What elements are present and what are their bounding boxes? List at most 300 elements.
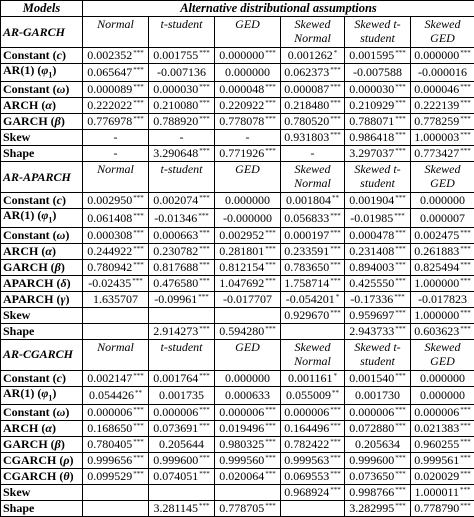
estimate-cell — [149, 307, 215, 323]
estimate-value: 2.943733 — [349, 324, 394, 338]
estimate-cell — [345, 370, 411, 386]
table-row — [1, 386, 474, 404]
significance-stars: *** — [395, 131, 406, 139]
estimate-cell — [83, 48, 149, 64]
significance-stars: *** — [133, 99, 144, 107]
estimate-cell — [215, 243, 281, 259]
estimate-value: 0.002147 — [87, 371, 132, 385]
estimate-value: 0.061408 — [87, 211, 132, 225]
significance-stars: *** — [395, 245, 406, 253]
estimate-value: 0.000000 — [420, 388, 465, 402]
estimate-cell — [149, 146, 215, 162]
estimate-value: 0.825494 — [414, 260, 459, 274]
estimate-cell — [281, 82, 345, 98]
estimate-cell — [83, 386, 149, 404]
estimate-cell — [345, 259, 411, 275]
estimate-value: 1.000000 — [414, 276, 459, 290]
estimate-value: 3.297037 — [349, 146, 394, 160]
estimate-cell — [215, 437, 281, 453]
estimate-cell — [281, 291, 345, 307]
estimate-value: 0.000000 — [225, 371, 270, 385]
estimate-cell — [345, 469, 411, 485]
parameter-label: GARCH (β) — [1, 437, 83, 453]
significance-stars: *** — [133, 454, 144, 462]
significance-stars: *** — [133, 49, 144, 57]
assumptions-header: Alternative distributional assumptions — [83, 1, 474, 17]
estimate-cell — [83, 259, 149, 275]
significance-stars: *** — [199, 325, 210, 333]
significance-stars: *** — [133, 372, 144, 380]
estimate-cell — [215, 98, 281, 114]
estimate-value: 0.001804 — [286, 193, 331, 207]
significance-stars: *** — [460, 245, 471, 253]
estimate-value: 0.000000 — [414, 48, 459, 62]
distribution-column-header: Normal — [83, 162, 149, 193]
estimate-value: 0.998766 — [349, 485, 394, 499]
significance-stars: *** — [460, 406, 471, 414]
estimate-cell — [149, 243, 215, 259]
estimate-cell — [83, 291, 149, 307]
parameter-label: Constant (c) — [1, 193, 83, 209]
significance-stars: *** — [330, 422, 341, 430]
significance-stars: ** — [332, 194, 339, 202]
estimate-cell — [411, 114, 474, 130]
significance-stars: *** — [460, 147, 471, 155]
parameter-label: Constant (ω) — [1, 82, 83, 98]
significance-stars: *** — [460, 49, 471, 57]
significance-stars: *** — [395, 229, 406, 237]
estimate-cell — [149, 64, 215, 82]
estimate-value: 0.000000 — [225, 193, 270, 207]
significance-stars: *** — [460, 229, 471, 237]
estimate-cell — [411, 48, 474, 64]
estimate-value: 0.773427 — [414, 146, 459, 160]
estimate-cell — [345, 130, 411, 146]
estimate-value: 0.002352 — [87, 48, 132, 62]
estimate-cell — [215, 453, 281, 469]
estimate-value: 1.000003 — [414, 130, 459, 144]
significance-stars: * — [334, 49, 338, 57]
significance-stars: *** — [395, 454, 406, 462]
estimate-cell — [215, 64, 281, 82]
significance-stars: *** — [460, 438, 471, 446]
significance-stars: *** — [199, 245, 210, 253]
estimate-value: - — [311, 146, 315, 160]
table-row — [1, 146, 474, 162]
distribution-column-header: Skewed Normal — [281, 17, 345, 48]
estimate-cell — [83, 130, 149, 146]
estimate-value: 0.894003 — [349, 260, 394, 274]
estimate-value: 0.000000 — [225, 65, 270, 79]
section-name: AR-CGARCH — [1, 339, 83, 370]
estimate-cell — [281, 307, 345, 323]
significance-stars: *** — [395, 325, 406, 333]
significance-stars: *** — [133, 245, 144, 253]
significance-stars: *** — [395, 277, 406, 285]
estimate-cell — [149, 259, 215, 275]
significance-stars: *** — [265, 261, 276, 269]
estimate-value: -0.054201 — [286, 292, 335, 306]
estimate-value: -0.007136 — [157, 65, 206, 79]
significance-stars: *** — [199, 470, 210, 478]
table-row — [1, 501, 474, 517]
estimate-value: 0.001755 — [153, 48, 198, 62]
significance-stars: *** — [395, 502, 406, 510]
distribution-column-header: Skewed GED — [411, 162, 474, 193]
significance-stars: *** — [133, 66, 144, 74]
distribution-column-header: t-student — [149, 162, 215, 193]
estimate-value: 0.261883 — [414, 244, 459, 258]
estimate-value: 0.783650 — [284, 260, 329, 274]
estimate-value: 0.222139 — [414, 98, 459, 112]
estimate-value: 0.788920 — [153, 114, 198, 128]
significance-stars: *** — [265, 49, 276, 57]
estimate-cell — [83, 243, 149, 259]
estimate-cell — [411, 485, 474, 501]
parameter-label: ARCH (α) — [1, 98, 83, 114]
estimate-value: 0.001735 — [159, 388, 204, 402]
significance-stars: *** — [265, 422, 276, 430]
significance-stars: *** — [265, 99, 276, 107]
estimate-value: 0.000478 — [349, 228, 394, 242]
estimate-value: 0.594280 — [219, 324, 264, 338]
estimate-cell — [83, 82, 149, 98]
estimate-cell — [215, 323, 281, 339]
estimate-cell — [149, 405, 215, 421]
parameter-label: Constant (c) — [1, 370, 83, 386]
significance-stars: *** — [460, 325, 471, 333]
estimate-cell — [149, 291, 215, 307]
distribution-column-header: GED — [215, 339, 281, 370]
estimate-value: 0.000633 — [225, 388, 270, 402]
significance-stars: *** — [133, 229, 144, 237]
distribution-column-header: Skewed GED — [411, 339, 474, 370]
estimate-cell — [149, 370, 215, 386]
estimate-value: 0.000030 — [153, 82, 198, 96]
estimate-cell — [215, 146, 281, 162]
estimate-value: 0.986418 — [349, 130, 394, 144]
distribution-column-header: Skewed Normal — [281, 162, 345, 193]
significance-stars: *** — [330, 438, 341, 446]
estimate-value: 0.001540 — [349, 371, 394, 385]
estimate-cell — [149, 98, 215, 114]
estimate-cell — [411, 82, 474, 98]
estimate-value: 0.233591 — [284, 244, 329, 258]
significance-stars: *** — [330, 99, 341, 107]
estimate-value: 0.205644 — [159, 437, 204, 451]
significance-stars: *** — [395, 49, 406, 57]
estimate-cell — [411, 64, 474, 82]
significance-stars: *** — [133, 422, 144, 430]
significance-stars: *** — [199, 194, 210, 202]
estimate-value: 0.020029 — [414, 469, 459, 483]
significance-stars: *** — [199, 454, 210, 462]
estimate-value: -0.007588 — [353, 65, 402, 79]
estimate-cell — [281, 405, 345, 421]
estimate-cell — [411, 130, 474, 146]
table-row — [1, 259, 474, 275]
table-row — [1, 405, 474, 421]
estimate-value: 1.000000 — [414, 308, 459, 322]
estimate-cell — [345, 64, 411, 82]
significance-stars: *** — [460, 486, 471, 494]
estimate-value: 0.210080 — [153, 98, 198, 112]
estimate-value: 0.020064 — [219, 469, 264, 483]
estimate-value: 0.776978 — [87, 114, 132, 128]
estimate-value: 0.000006 — [284, 405, 329, 419]
estimate-cell — [83, 421, 149, 437]
estimate-cell — [345, 501, 411, 517]
estimate-value: 0.999560 — [219, 453, 264, 467]
estimate-cell — [149, 227, 215, 243]
estimate-cell — [411, 453, 474, 469]
table-row — [1, 370, 474, 386]
significance-stars: *** — [330, 229, 341, 237]
estimate-value: 0.021383 — [414, 421, 459, 435]
distribution-column-header: Skewed GED — [411, 17, 474, 48]
estimate-cell — [281, 209, 345, 227]
estimate-cell — [83, 370, 149, 386]
estimate-value: 0.002074 — [153, 193, 198, 207]
parameter-label: AR(1) $(\varphi_1)$ — [1, 209, 83, 227]
significance-stars: *** — [198, 212, 209, 220]
estimate-cell — [345, 243, 411, 259]
estimate-cell — [345, 98, 411, 114]
estimate-cell — [149, 275, 215, 291]
estimate-value: 0.230782 — [153, 244, 198, 258]
significance-stars: *** — [133, 438, 144, 446]
estimate-cell — [345, 82, 411, 98]
significance-stars: *** — [265, 406, 276, 414]
estimate-cell — [281, 64, 345, 82]
significance-stars: *** — [460, 99, 471, 107]
significance-stars: *** — [199, 99, 210, 107]
estimate-cell — [411, 291, 474, 307]
estimate-value: 0.603623 — [414, 324, 459, 338]
distribution-column-header: Skewed t-student — [345, 339, 411, 370]
estimate-cell — [83, 193, 149, 209]
significance-stars: *** — [330, 309, 341, 317]
estimate-cell — [149, 130, 215, 146]
estimate-cell — [281, 421, 345, 437]
distribution-column-header: Skewed t-student — [345, 17, 411, 48]
distribution-column-header: Skewed Normal — [281, 339, 345, 370]
significance-stars: *** — [330, 83, 341, 91]
estimate-cell — [215, 291, 281, 307]
parameter-label: CGARCH (θ) — [1, 469, 83, 485]
parameter-label: ARCH (α) — [1, 421, 83, 437]
significance-stars: *** — [265, 83, 276, 91]
estimate-value: 0.929670 — [284, 308, 329, 322]
estimate-cell — [281, 453, 345, 469]
estimate-cell — [411, 243, 474, 259]
significance-stars: *** — [265, 147, 276, 155]
estimate-cell — [83, 501, 149, 517]
estimate-value: 0.055009 — [286, 388, 331, 402]
table-row — [1, 114, 474, 130]
estimate-value: 0.999600 — [153, 453, 198, 467]
estimate-value: -0.09961 — [154, 292, 197, 306]
significance-stars: *** — [460, 261, 471, 269]
significance-stars: *** — [460, 470, 471, 478]
estimate-cell — [411, 323, 474, 339]
parameter-label: CGARCH (ρ) — [1, 453, 83, 469]
table-row — [1, 437, 474, 453]
significance-stars: *** — [330, 66, 341, 74]
significance-stars: *** — [330, 406, 341, 414]
estimate-cell — [149, 82, 215, 98]
estimate-value: 0.073650 — [349, 469, 394, 483]
significance-stars: *** — [395, 194, 406, 202]
significance-stars: *** — [460, 83, 471, 91]
estimate-value: 0.001595 — [349, 48, 394, 62]
estimate-cell — [345, 323, 411, 339]
table-row — [1, 98, 474, 114]
significance-stars: *** — [265, 115, 276, 123]
estimate-value: 0.000030 — [349, 82, 394, 96]
significance-stars: *** — [460, 454, 471, 462]
estimate-value: 0.000006 — [414, 405, 459, 419]
estimate-cell — [281, 114, 345, 130]
estimate-cell — [83, 307, 149, 323]
estimate-value: 0.065647 — [87, 65, 132, 79]
significance-stars: *** — [395, 422, 406, 430]
estimate-cell — [83, 275, 149, 291]
estimate-value: 0.999600 — [349, 453, 394, 467]
significance-stars: *** — [330, 212, 341, 220]
parameter-label: GARCH (β) — [1, 259, 83, 275]
estimate-value: 0.054426 — [89, 388, 134, 402]
estimate-cell — [411, 146, 474, 162]
estimate-cell — [411, 469, 474, 485]
estimate-value: -0.000016 — [418, 65, 467, 79]
estimate-cell — [411, 275, 474, 291]
estimate-value: 0.000000 — [219, 48, 264, 62]
significance-stars: *** — [199, 422, 210, 430]
parameter-label: Constant (c) — [1, 48, 83, 64]
distribution-column-header: t-student — [149, 17, 215, 48]
estimate-value: 0.778790 — [414, 501, 459, 515]
estimate-cell — [83, 437, 149, 453]
estimate-cell — [215, 275, 281, 291]
estimate-value: 0.001262 — [288, 48, 333, 62]
significance-stars: *** — [330, 470, 341, 478]
estimate-cell — [345, 405, 411, 421]
parameter-label: Constant (ω) — [1, 405, 83, 421]
estimate-value: - — [114, 146, 118, 160]
estimate-cell — [411, 227, 474, 243]
significance-stars: *** — [460, 502, 471, 510]
significance-stars: *** — [460, 115, 471, 123]
significance-stars: *** — [460, 422, 471, 430]
significance-stars: *** — [265, 277, 276, 285]
estimate-cell — [411, 501, 474, 517]
significance-stars: *** — [133, 261, 144, 269]
significance-stars: *** — [395, 99, 406, 107]
parameter-label: Shape — [1, 323, 83, 339]
estimate-value: 0.771926 — [219, 146, 264, 160]
estimate-value: 0.778078 — [219, 114, 264, 128]
parameter-label: APARCH (γ) — [1, 291, 83, 307]
estimate-value: 0.000048 — [219, 82, 264, 96]
estimate-value: 0.222022 — [87, 98, 132, 112]
significance-stars: *** — [460, 309, 471, 317]
table-row — [1, 193, 474, 209]
section-name: AR-GARCH — [1, 17, 83, 48]
significance-stars: * — [334, 372, 338, 380]
significance-stars: *** — [199, 115, 210, 123]
estimate-value: 0.000663 — [153, 228, 198, 242]
estimate-value: 1.758714 — [284, 276, 329, 290]
significance-stars: *** — [330, 261, 341, 269]
estimate-value: 0.099529 — [87, 469, 132, 483]
table-row — [1, 64, 474, 82]
estimate-cell — [411, 421, 474, 437]
estimate-value: 3.282995 — [349, 501, 394, 515]
parameter-label: Skew — [1, 485, 83, 501]
estimate-cell — [281, 485, 345, 501]
estimate-cell — [411, 307, 474, 323]
distribution-column-header: GED — [215, 17, 281, 48]
estimate-cell — [345, 209, 411, 227]
estimate-cell — [281, 243, 345, 259]
estimate-value: 0.000007 — [420, 211, 465, 225]
estimate-value: 0.000087 — [284, 82, 329, 96]
estimate-value: 0.000006 — [349, 405, 394, 419]
distribution-column-header: Normal — [83, 17, 149, 48]
significance-stars: ** — [332, 389, 339, 397]
estimate-value: - — [180, 130, 184, 144]
estimate-value: 0.788071 — [349, 114, 394, 128]
significance-stars: *** — [395, 83, 406, 91]
estimate-cell — [411, 386, 474, 404]
estimate-cell — [215, 386, 281, 404]
estimate-value: 0.000000 — [420, 371, 465, 385]
estimate-cell — [345, 114, 411, 130]
parameter-label: AR(1) $(\varphi_1)$ — [1, 386, 83, 404]
table-row — [1, 485, 474, 501]
estimate-cell — [345, 48, 411, 64]
table-row — [1, 421, 474, 437]
significance-stars: *** — [460, 131, 471, 139]
estimate-value: 0.205634 — [355, 437, 400, 451]
estimate-value: 0.959697 — [349, 308, 394, 322]
significance-stars: *** — [133, 83, 144, 91]
estimate-cell — [215, 209, 281, 227]
estimate-value: 3.281145 — [153, 501, 198, 515]
table-row — [1, 243, 474, 259]
estimate-cell — [83, 485, 149, 501]
parameter-label: Constant (ω) — [1, 227, 83, 243]
estimate-cell — [281, 130, 345, 146]
estimate-cell — [215, 114, 281, 130]
estimate-value: 0.780520 — [284, 114, 329, 128]
significance-stars: *** — [330, 245, 341, 253]
estimate-cell — [83, 227, 149, 243]
estimate-cell — [83, 64, 149, 82]
significance-stars: *** — [330, 454, 341, 462]
estimate-cell — [215, 82, 281, 98]
estimate-cell — [215, 501, 281, 517]
estimate-cell — [149, 386, 215, 404]
estimate-value: 0.999563 — [284, 453, 329, 467]
estimate-value: 1.635707 — [93, 292, 138, 306]
estimate-cell — [345, 291, 411, 307]
estimate-value: -0.01346 — [154, 211, 197, 225]
estimate-value: -0.17336 — [350, 292, 393, 306]
table-row — [1, 307, 474, 323]
estimate-value: - — [114, 130, 118, 144]
